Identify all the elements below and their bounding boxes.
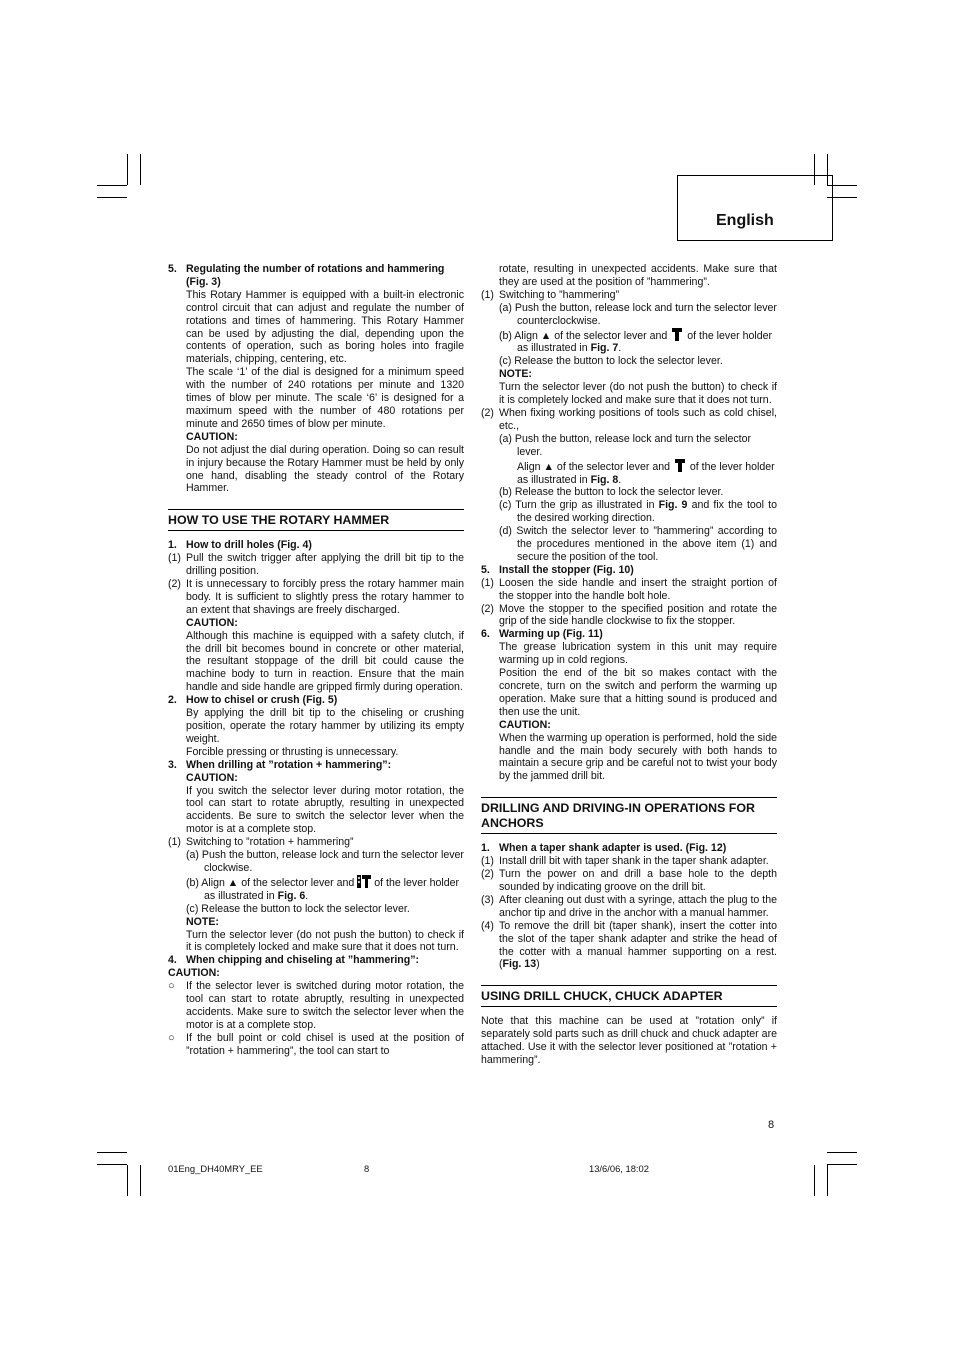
paragraph: Position the end of the bit so makes contact with the concrete, turn on the switch and perform the warming up operation. Make sure that a hitting sound is produced and then use the unit. [499,667,777,718]
subsection-title: 4. When chipping and chiseling at ”hammering”: [168,954,420,967]
list-item: (2) Move the stopper to the specified position and rotate the grip of the side handle clockwise to fix the stopper. [481,602,777,628]
subsection-title: 2. How to chisel or crush (Fig. 5) [168,694,338,707]
caution-text: Although this machine is equipped with a safety clutch, if the drill bit becomes bound in concrete or other material, the resultant stoppage of the drill bit could cause the machine body to turn in reaction. Ensure that the main handle and side handle are gripped firmly during operation. [186,629,464,694]
crop-mark [97,197,127,198]
section-5-title: 5. Regulating the number of rotations and hammering (Fig. 3) [168,263,445,288]
bullet-circle: ○ [168,980,175,993]
footer-date: 13/6/06, 18:02 [589,1163,649,1174]
caution-text: When the warming up operation is performed, hold the side handle and the main body securely with both hands to maintain a secure grip and be careful not to twist your body by the jammed drill bit. [499,731,777,783]
crop-mark [97,185,127,186]
subsection-title: 5. Install the stopper (Fig. 10) [481,563,634,576]
note-label: NOTE: [499,368,532,381]
list-item: (3) After cleaning out dust with a syringe, attach the plug to the anchor tip and drive in the anchor with a manual hammer. [481,893,777,919]
hammer-icon [670,328,684,341]
bullet-item: ○ If the selector lever is switched during motor rotation, the tool can start to rotate abruptly, resulting in unexpected accidents. Make sure to switch the selector lever when the motor is at a complete stop. [168,980,464,1031]
list-item: (1) Loosen the side handle and insert the straight portion of the stopper into the handle bolt hole. [481,576,777,602]
rotation-hammer-icon [357,875,371,888]
caution-label: CAUTION: [186,616,238,629]
list-item: (1) Pull the switch trigger after applying the drill bit tip to the drilling position. [168,552,464,578]
crop-mark [97,1164,127,1165]
list-item: (2) Turn the power on and drill a base hole to the depth sounded by indicating groove on the drill bit. [481,868,777,893]
subsection-title: 6. Warming up (Fig. 11) [481,628,603,641]
caution-label: CAUTION: [186,430,238,443]
list-subitem: (b) Release the button to lock the selector lever. [499,486,724,499]
paragraph: This Rotary Hammer is equipped with a built-in electronic control circuit that can adjust and regulate the number of rotations and times of hammering. This Rotary Hammer can be used by adjusting the dial, depending upon the contents of operation, such as boring holes into fragile materials, chipping, centering, etc. [186,288,464,366]
paragraph: rotate, resulting in unexpected accidents. Make sure that they are used at the position of ”hammering”. [499,263,777,288]
caution-label: CAUTION: [168,967,220,980]
crop-mark [827,1152,857,1153]
caution-label: CAUTION: [186,771,238,784]
section-heading-drill-chuck: USING DRILL CHUCK, CHUCK ADAPTER [481,985,777,1007]
section-heading-anchors: DRILLING AND DRIVING-IN OPERATIONS FOR ANCHORS [481,797,777,834]
bullet-circle: ○ [168,1031,175,1044]
crop-mark [127,1165,128,1196]
subsection-title: 1. When a taper shank adapter is used. (Fig. 12) [481,842,727,855]
list-subitem: (d) Switch the selector lever to ”hammering” according to the procedures mentioned in the above item (1) and secure the position of the tool. [499,525,777,563]
list-subitem: (c) Release the button to lock the selector lever. [499,355,723,368]
paragraph: Note that this machine can be used at ”rotation only” if separately sold parts such as drill chuck and chuck adapter are attached. Use it with the selector lever positioned at ”rotation + hammering”. [481,1015,777,1067]
hammer-icon [673,459,687,472]
list-subitem: (a) Push the button, release lock and turn the selector lever. [499,432,752,458]
note-label: NOTE: [186,915,219,928]
list-subitem: (a) Push the button, release lock and turn the selector lever clockwise. [186,849,464,874]
crop-mark [814,1165,815,1196]
list-item: (1) Switching to ”rotation + hammering” [168,836,354,849]
crop-mark [827,1165,828,1196]
list-subitem-continuation: Align ▲ of the selector lever and of the lever holder as illustrated in Fig. 8. [517,460,775,486]
note-text: Turn the selector lever (do not push the button) to check if it is completely locked and make sure that it does not turn. [499,381,777,407]
list-item: (2) When fixing working positions of tools such as cold chisel, etc., [481,406,777,432]
paragraph: The scale ‘1’ of the dial is designed for a minimum speed with the number of 240 rotations per minute and 1320 times of blow per minute. The scale ‘6’ is designed for a maximum speed with the number of 480 rotations per minute and 2650 times of blow per minute. [186,366,464,430]
list-item: (4) To remove the drill bit (taper shank), insert the cotter into the slot of the taper shank adapter and strike the head of the cotter with a manual hammer supporting on a rest. (Fig. 13) [481,919,777,971]
crop-mark [140,1165,141,1196]
crop-mark [97,1152,127,1153]
list-subitem: (c) Turn the grip as illustrated in Fig. 9 and fix the tool to the desired working direction. [499,499,777,525]
list-item: (1) Switching to ”hammering” [481,288,620,301]
crop-mark [127,154,128,185]
bullet-item: ○ If the bull point or cold chisel is used at the position of ”rotation + hammering”, the tool can start to [168,1031,464,1057]
paragraph: Forcible pressing or thrusting is unnecessary. [186,745,399,758]
language-label: English [716,212,774,229]
language-tab-box [677,175,833,241]
list-subitem: (a) Push the button, release lock and turn the selector lever counterclockwise. [499,301,777,327]
caution-text: Do not adjust the dial during operation. Doing so can result in injury because the Rotary Hammer must be held by only one hand, disabling the steady control of the Rotary Hammer. [186,443,464,495]
list-subitem: (c) Release the button to lock the selector lever. [186,902,410,915]
list-subitem: (b) Align ▲ of the selector lever and of the lever holder as illustrated in Fig. 6. [186,876,460,902]
subsection-title: 1. How to drill holes (Fig. 4) [168,539,312,552]
caution-label: CAUTION: [499,718,551,731]
subsection-title: 3. When drilling at ”rotation + hammering”: [168,758,392,771]
footer-page: 8 [364,1163,370,1174]
crop-mark [827,1164,857,1165]
note-text: Turn the selector lever (do not push the button) to check if it is completely locked and make sure that it does not turn. [186,928,464,954]
footer-file: 01Eng_DH40MRY_EE [168,1163,263,1174]
caution-text: If you switch the selector lever during motor rotation, the tool can start to rotate abruptly, resulting in unexpected accidents. Be sure to switch the selector lever when the motor is at a complete stop. [186,784,464,836]
left-column [168,263,464,1058]
list-item: (2) It is unnecessary to forcibly press the rotary hammer main body. It is sufficient to slightly press the rotary hammer to an extent that shavings are freely discharged. [168,578,464,616]
paragraph: By applying the drill bit tip to the chiseling or crushing position, operate the rotary hammer by utilizing its empty weight. [186,707,464,745]
right-column [481,263,777,1067]
list-subitem: (b) Align ▲ of the selector lever and of the lever holder as illustrated in Fig. 7. [499,329,773,355]
section-heading-how-to-use: HOW TO USE THE ROTARY HAMMER [168,509,464,531]
page-number: 8 [768,1119,775,1131]
paragraph: The grease lubrication system in this unit may require warming up in cold regions. [499,641,777,667]
crop-mark [140,154,141,185]
list-item: (1) Install drill bit with taper shank in the taper shank adapter. [481,855,769,868]
